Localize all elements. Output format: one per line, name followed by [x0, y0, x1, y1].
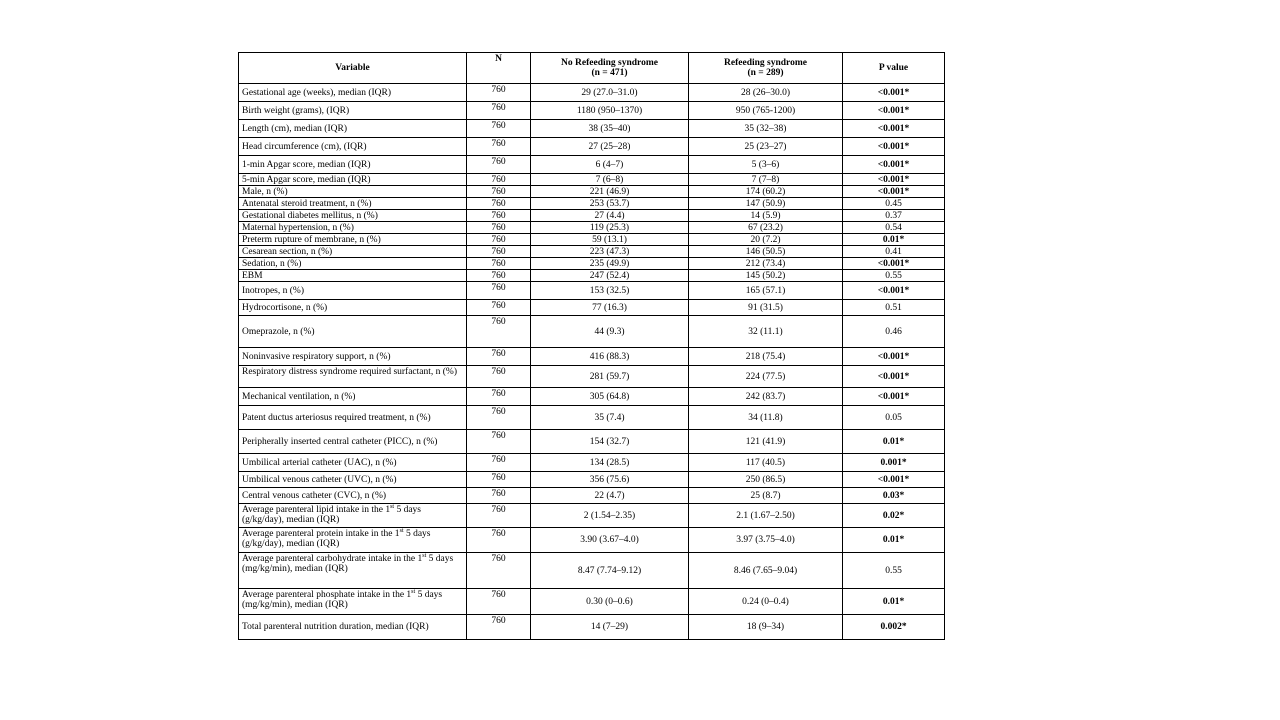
cell-variable: 5-min Apgar score, median (IQR)	[239, 174, 467, 186]
cell-p-value: <0.001*	[843, 120, 945, 138]
cell-p-value: 0.01*	[843, 589, 945, 615]
cell-refeeding: 147 (50.9)	[689, 198, 843, 210]
cell-no-refeeding: 27 (4.4)	[531, 210, 689, 222]
cell-n: 760	[467, 210, 531, 222]
cell-variable: Mechanical ventilation, n (%)	[239, 388, 467, 406]
table-row	[239, 186, 945, 198]
cell-refeeding: 224 (77.5)	[689, 366, 843, 388]
cell-no-refeeding: 35 (7.4)	[531, 406, 689, 430]
cell-variable-text-rest: 5 days (mg/kg/min), median (IQR)	[242, 554, 454, 574]
table-row	[239, 198, 945, 210]
cell-refeeding: 121 (41.9)	[689, 430, 843, 454]
cell-no-refeeding: 247 (52.4)	[531, 270, 689, 282]
cell-p-value: 0.45	[843, 198, 945, 210]
cell-variable: Noninvasive respiratory support, n (%)	[239, 348, 467, 366]
cell-p-value: <0.001*	[843, 102, 945, 120]
cell-refeeding: 35 (32–38)	[689, 120, 843, 138]
header-no-refeeding-count: (n = 471)	[591, 68, 628, 78]
cell-refeeding: 14 (5.9)	[689, 210, 843, 222]
cell-no-refeeding: 356 (75.6)	[531, 472, 689, 488]
cell-no-refeeding: 27 (25–28)	[531, 138, 689, 156]
cell-variable: Peripherally inserted central catheter (PICC), n (%)	[239, 430, 467, 454]
cell-no-refeeding: 6 (4–7)	[531, 156, 689, 174]
table-row	[239, 222, 945, 234]
cell-variable	[239, 528, 467, 553]
cell-n: 760	[467, 138, 531, 156]
cell-variable	[239, 589, 467, 615]
cell-no-refeeding: 14 (7–29)	[531, 615, 689, 640]
cell-variable-text-rest: 5 days (g/kg/day), median (IQR)	[242, 529, 431, 549]
cell-refeeding: 146 (50.5)	[689, 246, 843, 258]
cell-n: 760	[467, 504, 531, 528]
cell-refeeding: 32 (11.1)	[689, 316, 843, 348]
cell-p-value: 0.02*	[843, 504, 945, 528]
cell-refeeding: 2.1 (1.67–2.50)	[689, 504, 843, 528]
cell-variable: Umbilical arterial catheter (UAC), n (%)	[239, 454, 467, 472]
cell-n: 760	[467, 174, 531, 186]
cell-no-refeeding: 1180 (950–1370)	[531, 102, 689, 120]
cell-p-value: <0.001*	[843, 156, 945, 174]
header-refeeding-label: Refeeding syndrome	[724, 58, 807, 68]
cell-n: 760	[467, 406, 531, 430]
header-row	[239, 53, 945, 84]
cell-variable-text: Average parenteral lipid intake in the 1	[242, 505, 391, 515]
cell-variable-text: Average parenteral phosphate intake in the 1	[242, 590, 412, 600]
header-no-refeeding-label: No Refeeding syndrome	[561, 58, 658, 68]
table-row	[239, 348, 945, 366]
cell-p-value: 0.001*	[843, 454, 945, 472]
table-row	[239, 156, 945, 174]
cell-p-value: 0.41	[843, 246, 945, 258]
cell-n: 760	[467, 615, 531, 640]
cell-p-value: 0.55	[843, 270, 945, 282]
table-row	[239, 210, 945, 222]
cell-variable: EBM	[239, 270, 467, 282]
cell-variable	[239, 553, 467, 589]
cell-p-value: <0.001*	[843, 348, 945, 366]
table-row	[239, 472, 945, 488]
cell-refeeding: 3.97 (3.75–4.0)	[689, 528, 843, 553]
cell-no-refeeding: 44 (9.3)	[531, 316, 689, 348]
header-refeeding-count: (n = 289)	[747, 68, 784, 78]
table-row	[239, 138, 945, 156]
cell-no-refeeding: 154 (32.7)	[531, 430, 689, 454]
cell-refeeding: 218 (75.4)	[689, 348, 843, 366]
cell-n: 760	[467, 198, 531, 210]
cell-variable: Male, n (%)	[239, 186, 467, 198]
cell-variable: Hydrocortisone, n (%)	[239, 300, 467, 316]
cell-p-value: 0.01*	[843, 234, 945, 246]
table-row	[239, 406, 945, 430]
cell-p-value: <0.001*	[843, 138, 945, 156]
cell-variable: Preterm rupture of membrane, n (%)	[239, 234, 467, 246]
table-row	[239, 258, 945, 270]
table-row	[239, 388, 945, 406]
cell-no-refeeding: 38 (35–40)	[531, 120, 689, 138]
cell-variable-text: Average parenteral carbohydrate intake in the 1	[242, 554, 423, 564]
cell-no-refeeding: 253 (53.7)	[531, 198, 689, 210]
table-row	[239, 615, 945, 640]
cell-variable: Maternal hypertension, n (%)	[239, 222, 467, 234]
table-row	[239, 282, 945, 300]
table-row	[239, 84, 945, 102]
table-row	[239, 270, 945, 282]
cell-variable-superscript: st	[411, 588, 416, 595]
cell-p-value: <0.001*	[843, 84, 945, 102]
cell-p-value: 0.05	[843, 406, 945, 430]
table-row	[239, 120, 945, 138]
cell-variable-text: Average parenteral protein intake in the 1	[242, 529, 400, 539]
cell-p-value: 0.002*	[843, 615, 945, 640]
cell-no-refeeding: 416 (88.3)	[531, 348, 689, 366]
table-row	[239, 589, 945, 615]
header-p-value: P value	[843, 53, 945, 84]
table-row	[239, 366, 945, 388]
cell-p-value: <0.001*	[843, 472, 945, 488]
cell-refeeding: 34 (11.8)	[689, 406, 843, 430]
header-refeeding	[689, 53, 843, 84]
cell-refeeding: 7 (7–8)	[689, 174, 843, 186]
table-row	[239, 488, 945, 504]
cell-no-refeeding: 7 (6–8)	[531, 174, 689, 186]
cell-n: 760	[467, 553, 531, 589]
cell-n: 760	[467, 186, 531, 198]
cell-variable: Antenatal steroid treatment, n (%)	[239, 198, 467, 210]
cell-n: 760	[467, 156, 531, 174]
table-row	[239, 174, 945, 186]
cell-variable: Total parenteral nutrition duration, median (IQR)	[239, 615, 467, 640]
table-body	[239, 84, 945, 640]
cell-n: 760	[467, 528, 531, 553]
cell-variable: Umbilical venous catheter (UVC), n (%)	[239, 472, 467, 488]
cell-refeeding: 0.24 (0–0.4)	[689, 589, 843, 615]
cell-n: 760	[467, 300, 531, 316]
cell-p-value: 0.55	[843, 553, 945, 589]
cell-n: 760	[467, 388, 531, 406]
cell-variable	[239, 504, 467, 528]
cell-p-value: <0.001*	[843, 258, 945, 270]
cell-n: 760	[467, 316, 531, 348]
cell-variable: Central venous catheter (CVC), n (%)	[239, 488, 467, 504]
header-no-refeeding	[531, 53, 689, 84]
table-row	[239, 528, 945, 553]
cell-n: 760	[467, 282, 531, 300]
cell-variable-superscript: st	[399, 527, 404, 534]
table-row	[239, 234, 945, 246]
cell-variable: Omeprazole, n (%)	[239, 316, 467, 348]
cell-p-value: <0.001*	[843, 388, 945, 406]
cell-n: 760	[467, 430, 531, 454]
cell-refeeding: 8.46 (7.65–9.04)	[689, 553, 843, 589]
cell-p-value: <0.001*	[843, 174, 945, 186]
cell-n: 760	[467, 472, 531, 488]
cell-refeeding: 145 (50.2)	[689, 270, 843, 282]
cell-p-value: 0.01*	[843, 430, 945, 454]
cell-no-refeeding: 2 (1.54–2.35)	[531, 504, 689, 528]
cell-no-refeeding: 3.90 (3.67–4.0)	[531, 528, 689, 553]
cell-no-refeeding: 153 (32.5)	[531, 282, 689, 300]
header-variable: Variable	[239, 53, 467, 84]
cell-no-refeeding: 0.30 (0–0.6)	[531, 589, 689, 615]
cell-n: 760	[467, 84, 531, 102]
cell-refeeding: 28 (26–30.0)	[689, 84, 843, 102]
cell-refeeding: 91 (31.5)	[689, 300, 843, 316]
cell-variable-text-rest: 5 days (mg/kg/min), median (IQR)	[242, 590, 443, 610]
cell-p-value: <0.001*	[843, 282, 945, 300]
cell-variable: Respiratory distress syndrome required surfactant, n (%)	[239, 366, 467, 388]
cell-variable: Inotropes, n (%)	[239, 282, 467, 300]
cell-p-value: 0.46	[843, 316, 945, 348]
cell-variable: Birth weight (grams), (IQR)	[239, 102, 467, 120]
cell-p-value: 0.51	[843, 300, 945, 316]
table-row	[239, 246, 945, 258]
cell-refeeding: 165 (57.1)	[689, 282, 843, 300]
cell-variable: Gestational age (weeks), median (IQR)	[239, 84, 467, 102]
cell-no-refeeding: 221 (46.9)	[531, 186, 689, 198]
cell-no-refeeding: 77 (16.3)	[531, 300, 689, 316]
cell-n: 760	[467, 258, 531, 270]
cell-variable: Sedation, n (%)	[239, 258, 467, 270]
cell-n: 760	[467, 488, 531, 504]
cell-refeeding: 242 (83.7)	[689, 388, 843, 406]
cell-p-value: 0.01*	[843, 528, 945, 553]
cell-n: 760	[467, 589, 531, 615]
table-row	[239, 102, 945, 120]
cell-variable: Length (cm), median (IQR)	[239, 120, 467, 138]
cell-no-refeeding: 22 (4.7)	[531, 488, 689, 504]
cell-variable-superscript: st	[390, 503, 395, 510]
cell-no-refeeding: 29 (27.0–31.0)	[531, 84, 689, 102]
cell-no-refeeding: 8.47 (7.74–9.12)	[531, 553, 689, 589]
header-n: N	[467, 53, 531, 84]
table-row	[239, 504, 945, 528]
cell-no-refeeding: 223 (47.3)	[531, 246, 689, 258]
cell-n: 760	[467, 234, 531, 246]
cell-variable: 1-min Apgar score, median (IQR)	[239, 156, 467, 174]
cell-refeeding: 18 (9–34)	[689, 615, 843, 640]
cell-p-value: 0.54	[843, 222, 945, 234]
cell-variable-text-rest: 5 days (g/kg/day), median (IQR)	[242, 505, 422, 525]
cell-variable-superscript: st	[422, 552, 427, 559]
cell-no-refeeding: 305 (64.8)	[531, 388, 689, 406]
table-row	[239, 300, 945, 316]
cell-no-refeeding: 235 (49.9)	[531, 258, 689, 270]
cell-no-refeeding: 281 (59.7)	[531, 366, 689, 388]
results-table	[238, 52, 945, 640]
cell-refeeding: 117 (40.5)	[689, 454, 843, 472]
cell-p-value: 0.37	[843, 210, 945, 222]
cell-n: 760	[467, 120, 531, 138]
cell-n: 760	[467, 348, 531, 366]
cell-variable: Cesarean section, n (%)	[239, 246, 467, 258]
cell-refeeding: 20 (7.2)	[689, 234, 843, 246]
cell-variable: Gestational diabetes mellitus, n (%)	[239, 210, 467, 222]
cell-p-value: <0.001*	[843, 186, 945, 198]
cell-variable: Head circumference (cm), (IQR)	[239, 138, 467, 156]
table-row	[239, 316, 945, 348]
cell-refeeding: 25 (23–27)	[689, 138, 843, 156]
table-row	[239, 454, 945, 472]
cell-refeeding: 174 (60.2)	[689, 186, 843, 198]
cell-no-refeeding: 134 (28.5)	[531, 454, 689, 472]
cell-no-refeeding: 119 (25.3)	[531, 222, 689, 234]
cell-n: 760	[467, 270, 531, 282]
cell-refeeding: 250 (86.5)	[689, 472, 843, 488]
cell-refeeding: 212 (73.4)	[689, 258, 843, 270]
cell-refeeding: 25 (8.7)	[689, 488, 843, 504]
cell-variable: Patent ductus arteriosus required treatment, n (%)	[239, 406, 467, 430]
cell-refeeding: 67 (23.2)	[689, 222, 843, 234]
cell-n: 760	[467, 366, 531, 388]
cell-p-value: <0.001*	[843, 366, 945, 388]
cell-n: 760	[467, 246, 531, 258]
cell-n: 760	[467, 222, 531, 234]
cell-p-value: 0.03*	[843, 488, 945, 504]
cell-refeeding: 5 (3–6)	[689, 156, 843, 174]
cell-n: 760	[467, 102, 531, 120]
cell-refeeding: 950 (765-1200)	[689, 102, 843, 120]
cell-n: 760	[467, 454, 531, 472]
cell-no-refeeding: 59 (13.1)	[531, 234, 689, 246]
table-row	[239, 553, 945, 589]
table-row	[239, 430, 945, 454]
